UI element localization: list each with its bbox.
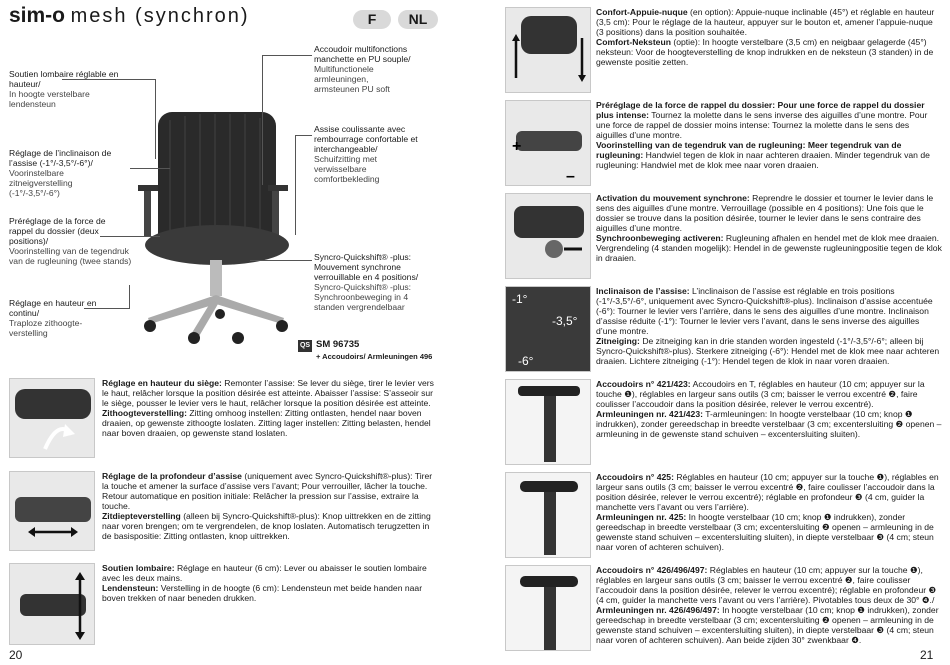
model-code: SM 96735 (316, 339, 360, 350)
armrest-421-photo (505, 379, 591, 465)
leader-line (130, 168, 170, 169)
page-title: sim-o mesh (synchron) (9, 4, 250, 27)
section-armrest-496: Accoudoirs n° 426/496/497: Réglables en hauteur (10 cm; appuyer sur la touche ❶), réglables en largeur sans outils (3 cm; baisser le verrou excentré ❷, faire coulisser l’accoudoir dans la position désirée, relever le verrou excentré); réglable en profondeur ❸ (4 cm, guider la manchette vers l’avant ou vers l’arrière). Pivotables tous deux de 30° ❹./ Armleuningen nr. 426/496/497: In hoogte verstelbaar (10 cm; knop ❶ indrukken), zonder gereedschap in breedte verstelbaar (3 cm; excentersluiting ❷ openen – armleuning in de gewenste stand schuiven – excentersluiting sluiten), in diepte verstelbaar ❸ (4 cm; steun naar voren of achteren schuiven). Aan beide zijden 30° zwenkbaar ❹. (596, 565, 939, 645)
synchron-photo (505, 193, 591, 279)
svg-text:+: + (512, 138, 522, 155)
headrest-photo (505, 7, 591, 93)
section-headrest: Confort-Appuie-nuque (en option): Appuie-nuque inclinable (45°) et réglable en hauteur (3,5 cm): Pour le réglage de la hauteur, appuyer sur le bouton et, amener l’appuie-nuque (3 positions) dans la position souhaitée. Comfort-Neksteun (optie): In hoogte verstelbare (3,5 cm) en neigbaar gelagerde (45°) neksteun: Voor de hoogteverstelling de knop indrukken en de neksteun (3 standen) in de gewenste positie zetten. (596, 7, 935, 67)
leader-line (295, 135, 312, 136)
right-page (476, 0, 950, 665)
model-extra: + Accoudoirs/ Armleuningen 496 (316, 352, 433, 361)
leader-line (262, 55, 312, 56)
section-back-force: Préréglage de la force de rappel du dossier: Pour une force de rappel du dossier plus intense: Tournez la molette dans le sens inverse des aiguilles d’une montre. Pour une force de rappel de dossier moins intense: Tournez la molette dans le sens des aiguilles d’une montre. Voorinstelling van de tegendruk van de rugleuning: Meer tegendruk van de rugleuning: Handwiel tegen de klok in naar achteren draaien. Minder tegendruk van de rugleuning: Handwiel met de klok mee naar voren draaien. (596, 100, 930, 170)
section-armrest-425: Accoudoirs n° 425: Réglables en hauteur (10 cm; appuyer sur la touche ❶), réglables en largeur sans outils (3 cm; baisser le verrou excentré ❷, faire coulisser l’accoudoir dans la position désirée, relever le verrou excentré); réglable en profondeur ❸ (4 cm, guider la manchette vers l’avant ou vers l’arrière). Armleuningen nr. 425: In hoogte verstelbaar (10 cm; knop ❶ indrukken), zonder gereedschap in breedte verstelbaar (3 cm; excentersluiting ❷ openen – armleuning in de gewenste stand schuiven – excentersluiting sluiten), in diepte verstelbaar ❸ (4 cm; steun naar voren of achteren schuiven). (596, 472, 939, 552)
page-number-left: 20 (9, 648, 23, 662)
leader-line (250, 260, 312, 261)
leader-line (155, 79, 156, 159)
callout-height: Réglage en hauteur en continu/ Traploze zithoogte-verstelling (9, 298, 97, 338)
tilt-label-3: -6° (518, 354, 534, 368)
lang-badge-nl: NL (398, 10, 438, 29)
section-armrest-421: Accoudoirs n° 421/423: Accoudoirs en T, réglables en hauteur (10 cm; appuyer sur la touche ❶), réglables en largeur sans outils (3 cm; baisser le verrou excentré ❷, faire coulisser l’accoudoir dans la position désirée, relever le verrou excentré). Armleuningen nr. 421/423: T-armleuningen: In hoogte verstelbaar (10 cm; knop ❶ indrukken), zonder gereedschap in breedte verstelbaar (3 cm; excentersluiting ❷ openen – armleuning in de gewenste stand schuiven – excentersluiting sluiten). (596, 379, 942, 439)
chair-illustration (120, 100, 320, 345)
section-seat-tilt: Inclinaison de l’assise: L’inclinaison de l’assise est réglable en trois positions (-1°/-3,5°/-6°, uniquement avec Syncro-Quickshift®-plus). Inclinaison d’assise accentuée (-6°): Tourner le levier vers l’arrière, dans le sens des aiguilles d’une montre. Inclinaison d’assise réduite (-1°): Tourner le levier vers l’avant, dans le sens inverse des aiguilles d’une montre. Zitneiging: De zitneiging kan in drie standen worden ingesteld (-1°/-3,5°/-6°; alleen bij Syncro-Quickshift®-plus). Sterkere zitneiging (-6°): Hendel met de klok mee naar achteren draaien. Lichtere zitneiging (-1°): Hendel tegen de klok in naar voren draaien. (596, 286, 940, 366)
leader-line (295, 135, 296, 235)
callout-quickshift: Syncro-Quickshift® -plus: Mouvement synchrone verrouillable en 4 positions/ Syncro-Quickshift® -plus: Synchroonbeweging in 4 standen vergrendelbaar (314, 252, 419, 312)
tilt-label-2: -3,5° (552, 314, 578, 328)
tilt-label-1: -1° (512, 292, 528, 306)
armrest-425-photo (505, 472, 591, 558)
page-number-right: 21 (920, 648, 934, 662)
left-page (0, 0, 474, 665)
callout-seat-tilt: Réglage de l’inclinaison de l’assise (-1°/-3,5°/-6°)/ Voorinstelbare zitneigverstelling (-1°/-3,5°/-6°) (9, 148, 112, 198)
leader-line (129, 285, 130, 309)
svg-text:–: – (566, 168, 575, 185)
lang-badge-fr: F (353, 10, 391, 29)
seat-height-photo (9, 378, 95, 458)
section-synchron: Activation du mouvement synchrone: Reprendre le dossier et tourner le levier dans le sens des aiguilles d’une montre. Verrouillage (possible en 4 positions): Une fois que le dossier se trouve dans la position désirée, tourner le levier dans le sens contraire des aiguilles d’une montre. Synchroonbeweging activeren: Rugleuning afhalen en hendel met de klok mee draaien. Vergrendeling (4 standen mogelijk): Hendel in de gewenste rugleuningpositie tegen de klok in draaien. (596, 193, 942, 263)
callout-lumbar: Soutien lombaire réglable en hauteur/ In hoogte verstelbare lendensteun (9, 69, 119, 109)
callout-seat-slide: Assise coulissante avec rembourrage confortable et interchangeable/ Schuifzitting met verwisselbare comfortbekleding (314, 124, 418, 184)
armrest-496-photo (505, 565, 591, 651)
back-force-photo (505, 100, 591, 186)
leader-line (84, 308, 129, 309)
section-seat-height: Réglage en hauteur du siège: Remonter l’assise: Se lever du siège, tirer le levier vers le haut, relâcher lorsque la position désirée est atteinte. Abaisser l’assise: S’asseoir sur le siège, pousser le levier vers le haut, relâcher lorsque la position désirée est atteinte. Zithoogteverstelling: Zitting omhoog instellen: Zitting ontlasten, hendel naar boven draaien, op gewenste zithoogte loslaten. Zitting lager instellen: Zitting belasten, hendel naar boven draaien, op gewenste stand loslaten. (102, 378, 434, 438)
section-lumbar: Soutien lombaire: Réglage en hauteur (6 cm): Lever ou abaisser le soutien lombaire avec les deux mains. Lendensteun: Verstelling in de hoogte (6 cm): Lendensteun met beide handen naar boven trekken of naar beneden drukken. (102, 563, 427, 603)
callout-back-force: Préréglage de la force de rappel du dossier (deux positions)/ Voorinstelling van de tegendruk van de rugleuning (twee stands) (9, 216, 132, 266)
lumbar-photo (9, 563, 95, 645)
leader-line (62, 79, 155, 80)
leader-line (262, 55, 263, 185)
seat-depth-photo (9, 471, 95, 551)
section-seat-depth: Réglage de la profondeur d’assise (uniquement avec Syncro-Quickshift®-plus): Tirer la touche et amener la surface d’assise vers l’avant; Pour verrouiller, lâcher la touche. Retour automatique en position initiale: Relâcher la pression sur l’assise, extraire la touche. Zitdiepteverstelling (alleen bij Syncro-Quickshift®-plus): Knop uittrekken en de zitting naar voren brengen; om te vergrendelen, de knop loslaten. Automatisch terugzetten in de basispositie: Zitting ontlasten, knop uittrekken. (102, 471, 433, 541)
leader-line (100, 236, 160, 237)
callout-armrest: Accoudoir multifonctions manchette en PU souple/ Multifunctionele armleuningen, armsteunen PU soft (314, 44, 411, 94)
qs-badge: QS (298, 340, 312, 352)
seat-tilt-photo (505, 286, 591, 372)
